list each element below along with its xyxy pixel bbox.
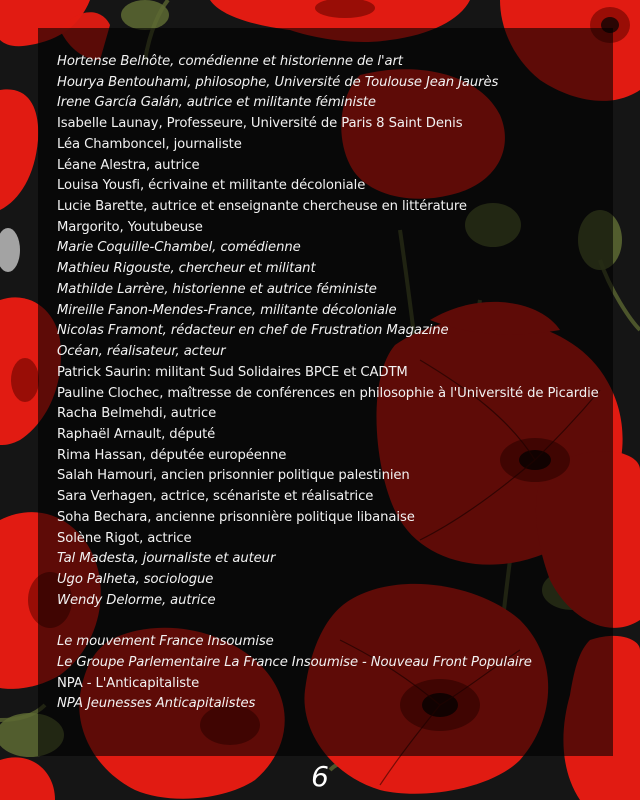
signatory-line: Ugo Palheta, sociologue: [57, 571, 214, 587]
signatory-line: Irene García Galán, autrice et militante féministe: [57, 95, 376, 111]
signatory-line: Hourya Bentouhami, philosophe, Université de Toulouse Jean Jaurès: [57, 74, 499, 90]
signatory-line: Hortense Belhôte, comédienne et historienne de l'art: [57, 54, 403, 69]
organisation-line: NPA - L'Anticapitaliste: [57, 675, 200, 691]
organisation-line: Le Groupe Parlementaire La France Insoumise - Nouveau Front Populaire: [57, 654, 532, 670]
page-number: 6: [311, 760, 329, 793]
section-spacer: [57, 611, 617, 632]
signatories-list: [57, 52, 617, 715]
organisation-line: Le mouvement France Insoumise: [57, 634, 274, 650]
signatory-line: Léane Alestra, autrice: [57, 157, 200, 173]
organisation-line: NPA Jeunesses Anticapitalistes: [57, 696, 256, 712]
signatory-line: Mathilde Larrère, historienne et autrice féministe: [57, 281, 377, 297]
signatory-line: Nicolas Framont, rédacteur en chef de Frustration Magazine: [57, 323, 449, 339]
signatory-line: Wendy Delorme, autrice: [57, 592, 216, 608]
signatory-line: Océan, réalisateur, acteur: [57, 344, 226, 360]
signatory-line: Isabelle Launay, Professeure, Université de Paris 8 Saint Denis: [57, 116, 463, 132]
signatory-line: Louisa Yousfi, écrivaine et militante décoloniale: [57, 178, 366, 194]
signatory-line: Salah Hamouri, ancien prisonnier politique palestinien: [57, 468, 410, 484]
signatory-line: Sara Verhagen, actrice, scénariste et réalisatrice: [57, 489, 374, 505]
signatory-line: Solène Rigot, actrice: [57, 530, 192, 546]
signatory-line: Soha Bechara, ancienne prisonnière politique libanaise: [57, 509, 415, 525]
signatory-line: Lucie Barette, autrice et enseignante chercheuse en littérature: [57, 199, 467, 215]
signatory-line: Patrick Saurin: militant Sud Solidaires BPCE et CADTM: [57, 364, 408, 380]
signatory-line: Mireille Fanon-Mendes-France, militante décoloniale: [57, 302, 397, 318]
signatory-line: Pauline Clochec, maîtresse de conférences en philosophie à l'Université de Picardie: [57, 385, 599, 401]
signatory-line: Raphaël Arnault, député: [57, 426, 216, 442]
signatory-line: Rima Hassan, députée européenne: [57, 447, 287, 463]
signatory-line: Margorito, Youtubeuse: [57, 219, 203, 235]
signatory-line: Tal Madesta, journaliste et auteur: [57, 551, 276, 567]
signatory-line: Marie Coquille-Chambel, comédienne: [57, 240, 301, 256]
signatory-line: Léa Chamboncel, journaliste: [57, 136, 242, 152]
signatory-line: Racha Belmehdi, autrice: [57, 406, 217, 422]
signatory-line: Mathieu Rigouste, chercheur et militant: [57, 261, 316, 277]
